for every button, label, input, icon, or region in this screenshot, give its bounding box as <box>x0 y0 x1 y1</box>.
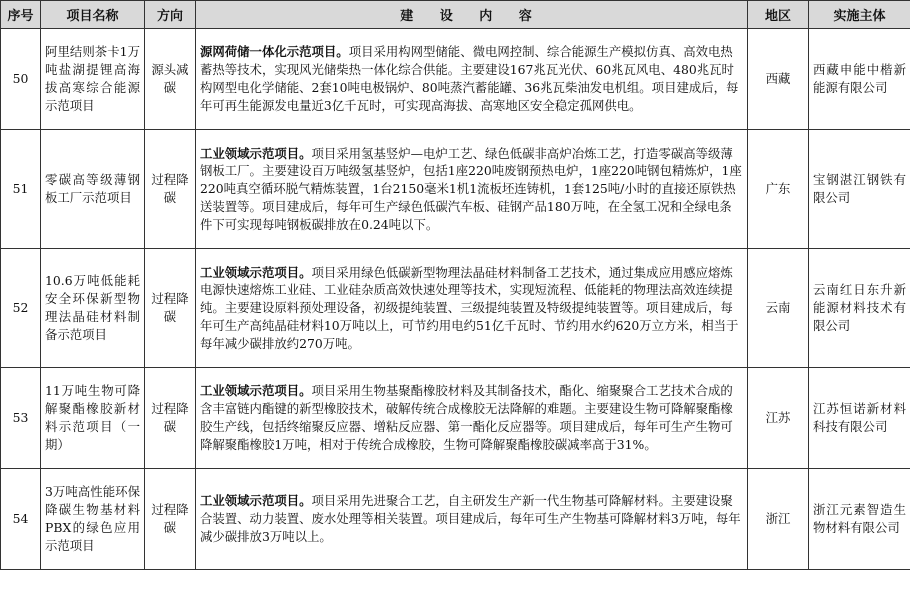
row-content-lead: 源网荷储一体化示范项目。 <box>200 44 349 60</box>
row-entity: 宝钢湛江钢铁有限公司 <box>809 130 910 249</box>
header-name: 项目名称 <box>41 1 145 29</box>
row-project-name: 3万吨高性能环保降碳生物基材料PBX的绿色应用示范项目 <box>41 469 145 570</box>
row-content-lead: 工业领域示范项目。 <box>200 264 312 280</box>
header-entity: 实施主体 <box>809 1 910 29</box>
row-entity: 云南红日东升新能源材料技术有限公司 <box>809 249 910 368</box>
row-seq: 52 <box>1 249 41 368</box>
row-project-name: 阿里结则茶卡1万吨盐湖提锂高海拔高寒综合能源示范项目 <box>41 29 145 130</box>
table-row <box>1 130 910 249</box>
table-row <box>1 249 910 368</box>
row-content-text: 项目采用构网型储能、微电网控制、综合能源生产模拟仿真、高效电热蓄热等技术，实现风光储柴热一体化综合供能。主要建设167兆瓦光伏、60兆瓦风电、480兆瓦时构网型电化学储能、2套10吨电极锅炉、80吨蒸汽蓄能罐、36兆瓦柴油发电机组。项目建成后，每年可再生能源发电量近3亿千瓦时，可实现高海拔、高寒地区安全稳定孤网供电。 <box>200 44 739 113</box>
row-direction: 过程降碳 <box>145 249 196 368</box>
row-content <box>196 368 748 469</box>
row-direction: 源头减碳 <box>145 29 196 130</box>
header-seq: 序号 <box>1 1 41 29</box>
row-content-text: 项目采用生物基聚酯橡胶材料及其制备技术，酯化、缩聚聚合工艺技术合成的含丰富链内酯键的新型橡胶技术，破解传统合成橡胶无法降解的难题。主要建设生物可降解聚酯橡胶生产线，包括终缩聚反应器、增粘反应器、第一酯化反应器等。项目建成后，每年可生产生物可降解聚酯橡胶1万吨，相对于传统合成橡胶，生物可降解聚酯橡胶碳减率高于31%。 <box>200 383 733 452</box>
row-project-name: 11万吨生物可降解聚酯橡胶新材料示范项目（一期） <box>41 368 145 469</box>
table-header <box>1 1 910 29</box>
row-project-name: 10.6万吨低能耗安全环保新型物理法晶硅材料制备示范项目 <box>41 249 145 368</box>
row-content-text: 项目采用绿色低碳新型物理法晶硅材料制备工艺技术，通过集成应用感应熔炼电源快速熔炼工业硅、工业硅杂质高效快速处理等技术，实现短流程、低能耗的物理法高效连续提纯。主要建设原料预处理设备，初级提纯装置、三级提纯装置及特级提纯装置等。项目建成后，每年可生产高纯晶硅材料10万吨以上，可节约用电约51亿千瓦时、节约用水约620万立方米，相当于每年减少碳排放约270万吨。 <box>200 264 739 351</box>
row-seq: 51 <box>1 130 41 249</box>
table-row <box>1 469 910 570</box>
table-row <box>1 368 910 469</box>
row-content <box>196 249 748 368</box>
row-region: 江苏 <box>748 368 809 469</box>
row-region: 浙江 <box>748 469 809 570</box>
row-direction: 过程降碳 <box>145 368 196 469</box>
row-content-lead: 工业领域示范项目。 <box>200 493 312 509</box>
header-row <box>1 1 910 29</box>
row-region: 西藏 <box>748 29 809 130</box>
header-direction: 方向 <box>145 1 196 29</box>
row-entity: 江苏恒诺新材料科技有限公司 <box>809 368 910 469</box>
row-content-text: 项目采用氢基竖炉—电炉工艺、绿色低碳非高炉冶炼工艺，打造零碳高等级薄钢板工厂。主要建设百万吨级氢基竖炉，包括1座220吨废钢预热电炉，1座220吨钢包精炼炉，1座220吨真空循环脱气精炼装置，1台2150毫米1机1流板坯连铸机，1套125吨/小时的直接还原铁热送装置等。项目建成后，每年可生产绿色低碳汽车板、硅钢产品180万吨，在全氢工况和全绿电条件下可实现每吨钢板碳排放在0.24吨以下。 <box>200 145 742 232</box>
row-entity: 浙江元素智造生物材料有限公司 <box>809 469 910 570</box>
row-seq: 53 <box>1 368 41 469</box>
row-region: 云南 <box>748 249 809 368</box>
header-content: 建 设 内 容 <box>196 1 748 29</box>
row-content-lead: 工业领域示范项目。 <box>200 383 312 399</box>
row-direction: 过程降碳 <box>145 130 196 249</box>
table-row <box>1 29 910 130</box>
header-region: 地区 <box>748 1 809 29</box>
row-seq: 54 <box>1 469 41 570</box>
row-content <box>196 29 748 130</box>
row-content <box>196 469 748 570</box>
row-content <box>196 130 748 249</box>
row-content-lead: 工业领域示范项目。 <box>200 145 312 161</box>
row-content-text: 项目采用先进聚合工艺，自主研发生产新一代生物基可降解材料。主要建设聚合装置、动力装置、废水处理等相关装置。项目建成后，每年可生产生物基可降解材料3万吨，每年减少碳排放3万吨以上。 <box>200 493 741 544</box>
row-region: 广东 <box>748 130 809 249</box>
row-project-name: 零碳高等级薄钢板工厂示范项目 <box>41 130 145 249</box>
row-entity: 西藏申能中楷新能源有限公司 <box>809 29 910 130</box>
row-direction: 过程降碳 <box>145 469 196 570</box>
row-seq: 50 <box>1 29 41 130</box>
table-body <box>1 29 910 570</box>
